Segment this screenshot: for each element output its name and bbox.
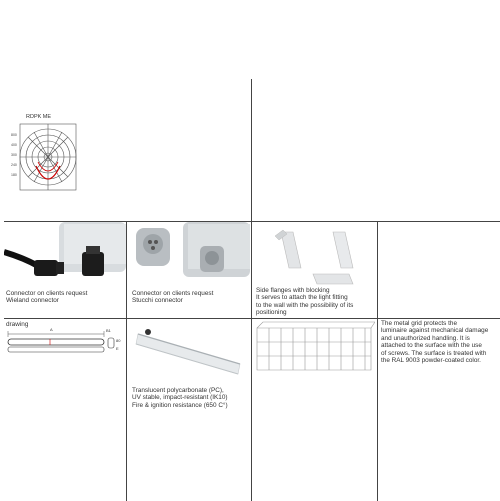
divider-vertical-right	[377, 221, 378, 501]
divider-row-2	[4, 318, 500, 319]
drawing-dim-a: A	[50, 327, 53, 332]
side-flanges-photo	[253, 222, 375, 286]
drawing-dim-d: E	[116, 346, 119, 351]
technical-drawing	[4, 328, 124, 358]
stucchi-connector-photo	[128, 222, 250, 286]
photometric-diagram	[10, 114, 80, 194]
diffuser-photo	[128, 320, 250, 380]
drawing-dim-b: B1	[106, 328, 111, 333]
diffuser-caption: Translucent polycarbonate (PC), UV stable, impact-resistant (IK10) Fire & ignition resistance (650 C°)	[132, 387, 228, 409]
drawing-dim-c: 80	[116, 338, 121, 343]
svg-text:300: 300	[11, 153, 17, 157]
drawing-label: drawing	[6, 321, 29, 328]
metal-grid-photo	[253, 320, 375, 384]
stucchi-connector-caption: Connector on clients request Stucchi connector	[132, 290, 214, 305]
divider-vertical-center	[251, 79, 252, 501]
divider-vertical-left	[126, 221, 127, 501]
svg-text:240: 240	[11, 163, 17, 167]
wieland-connector-photo	[4, 222, 126, 286]
side-flanges-caption: Side flanges with blocking It serves to attach the light fitting to the wall with the possibility of its positioning	[256, 287, 354, 317]
wieland-connector-caption: Connector on clients request Wieland connector	[6, 290, 88, 305]
metal-grid-caption: The metal grid protects the luminaire against mechanical damage and unauthorized handling. It is attached to the surface with the use of screws. The surface is treated with the RAL 9003 powder-coated color.	[381, 320, 489, 365]
svg-text:400: 400	[11, 143, 17, 147]
svg-text:800: 800	[11, 133, 17, 137]
svg-text:180: 180	[11, 173, 17, 177]
photometric-label: RDPK ME	[26, 114, 52, 120]
